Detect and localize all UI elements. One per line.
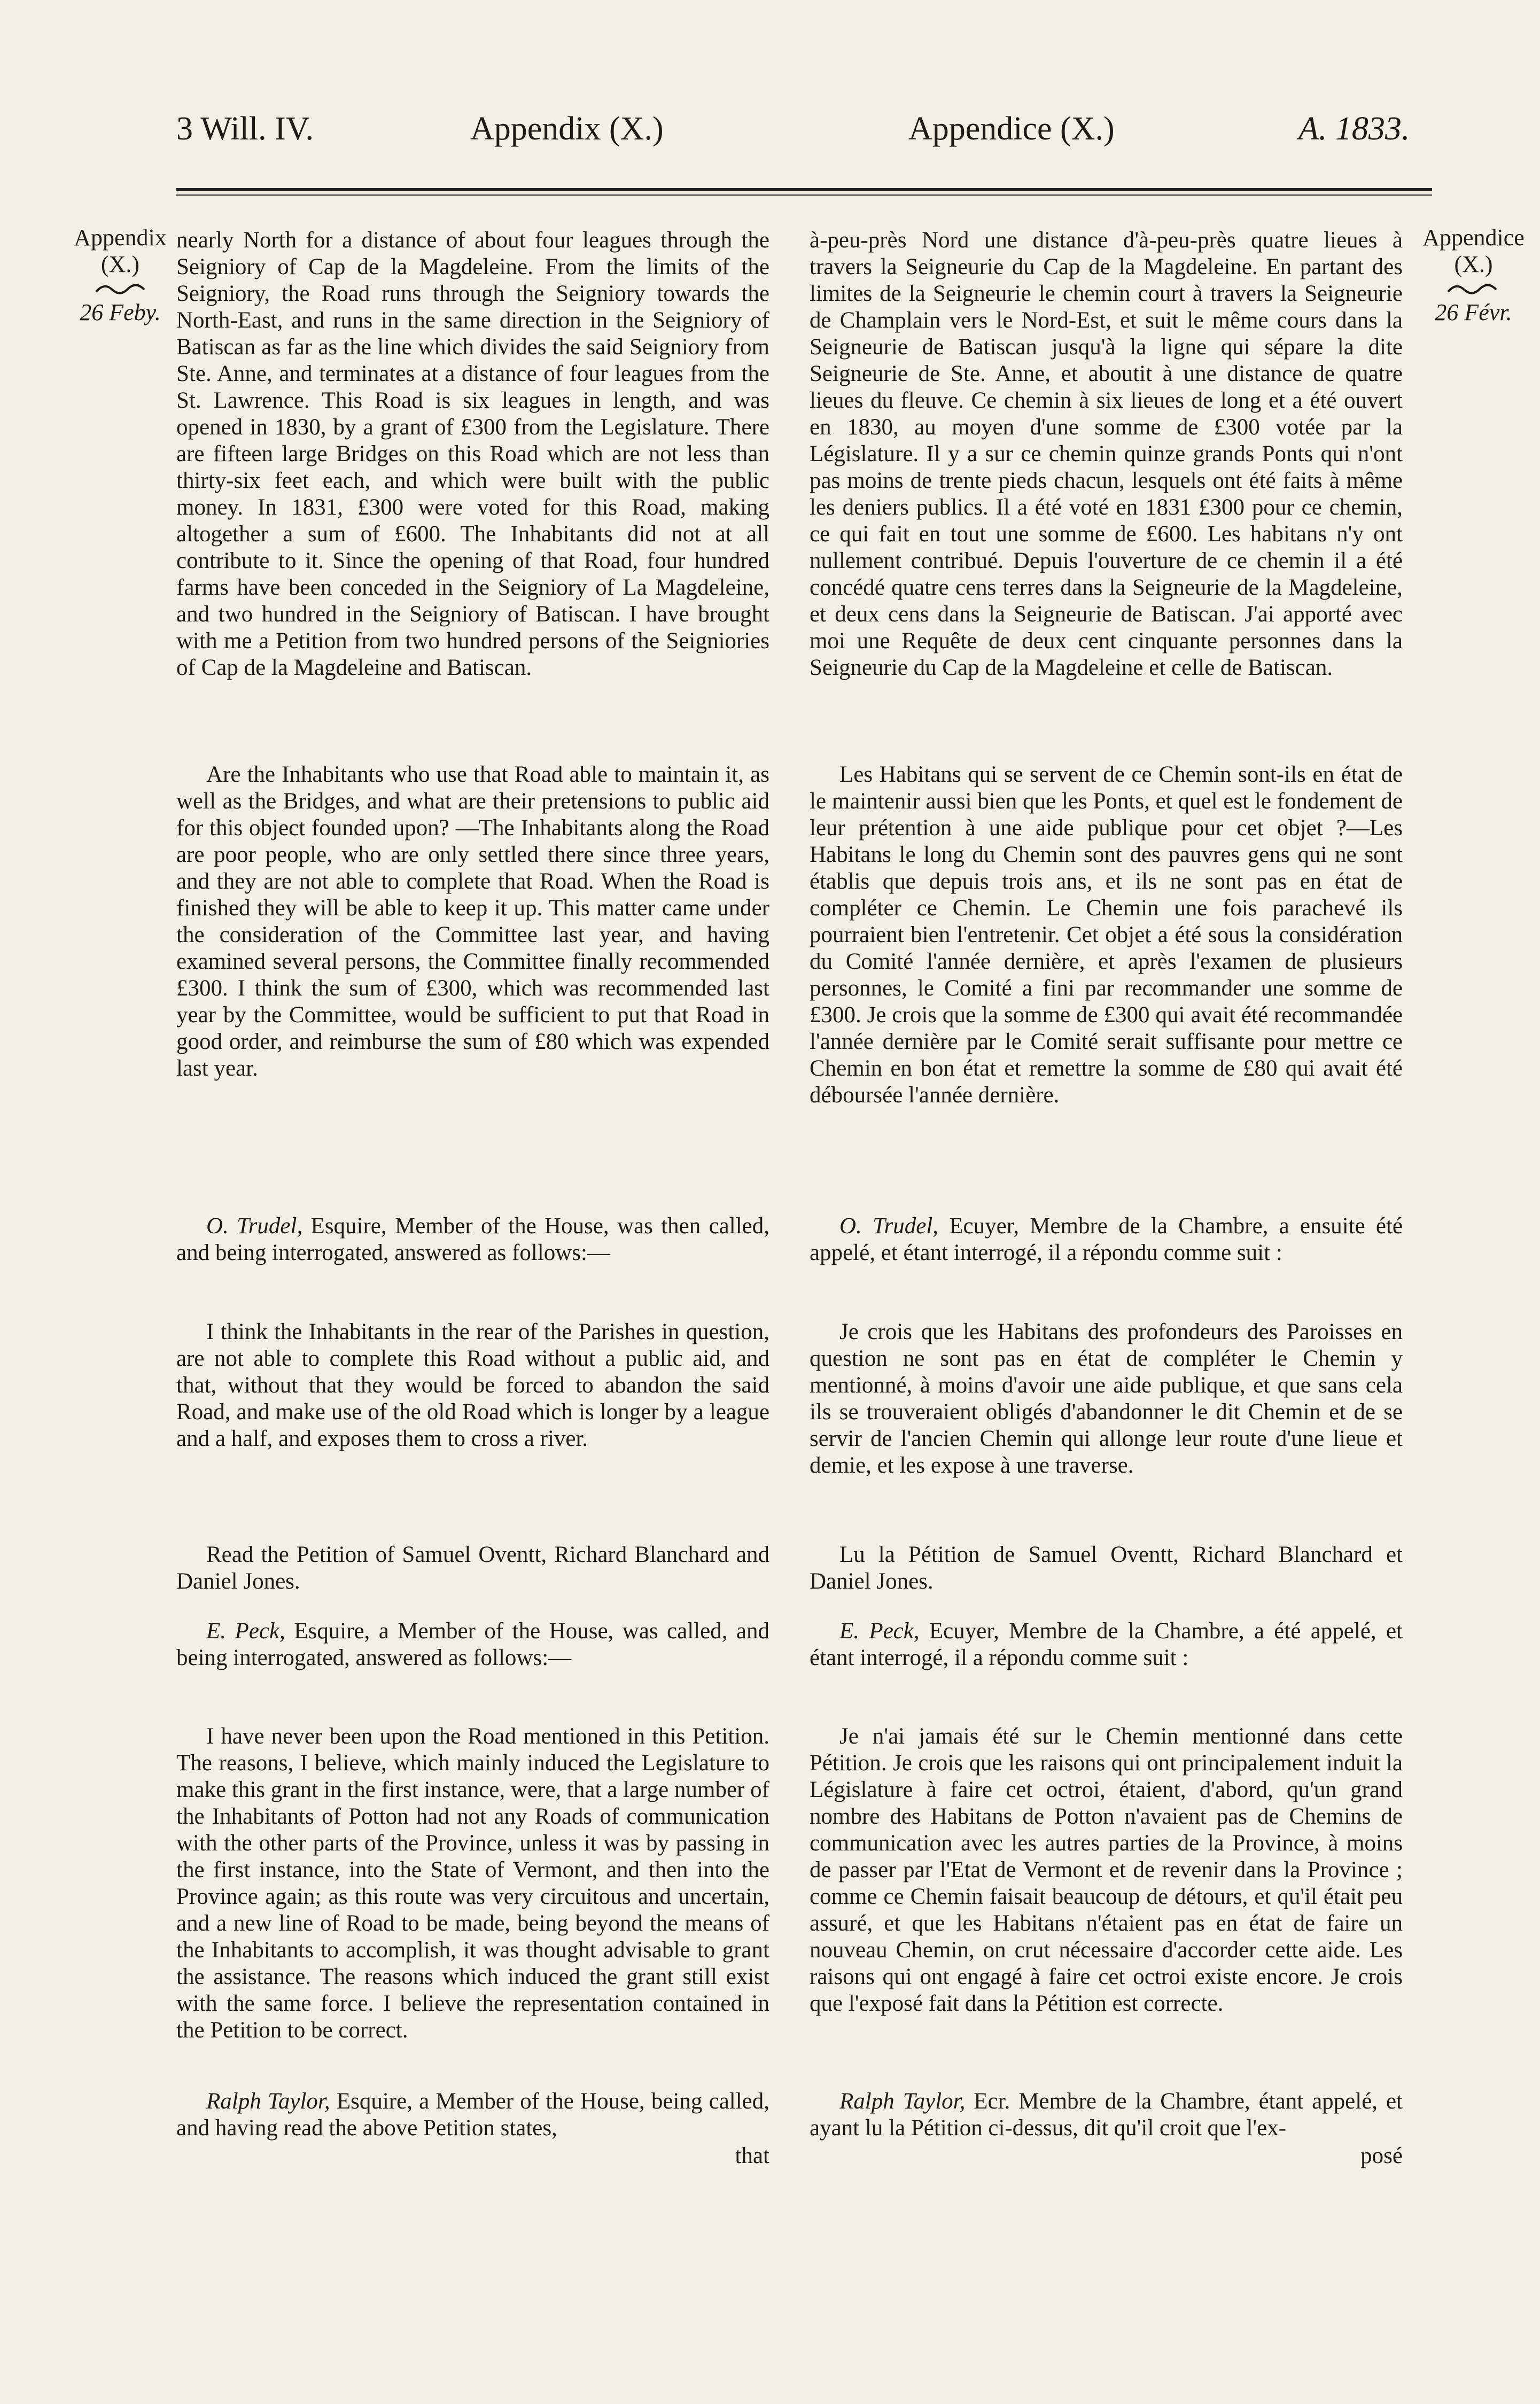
margin-code-right: (X.)	[1454, 251, 1493, 277]
en-taylor-intro-text: Esquire, a Member of the House, being called, and having read the above Petition states,	[176, 2089, 770, 2141]
en-peck-intro-text: Esquire, a Member of the House, was called, and being interrogated, answered as follows:—	[176, 1619, 769, 1670]
header-volume: 3 Will. IV.	[176, 111, 314, 147]
fr-trudel-intro-text: Ecuyer, Membre de la Chambre, a ensuite été appelé, et étant interrogé, il a répondu comme suit :	[810, 1213, 1403, 1265]
en-peck-answer: I have never been upon the Road mentioned in this Petition. The reasons, I believe, which mainly induced the Legislature to make this grant in the first instance, were, that a large number of the Inhabitants of Potton had not any Roads of communication with the other parts of the Province, unless it was by passing in the first instance, into the State of Vermont, and then into the Province again; as this route was very circuitous and uncertain, and a new line of Road to be made, being beyond the means of the Inhabitants to accomplish, it was thought advisable to grant the assistance. The reasons which induced the grant still exist with the same force. I believe the representation contained in the Petition to be correct.	[176, 1724, 769, 2043]
fr-petition-read: Lu la Pétition de Samuel Oventt, Richard Blanchard et Daniel Jones.	[810, 1542, 1403, 1594]
margin-note-left	[59, 224, 182, 326]
fr-peck-name: E. Peck,	[839, 1619, 920, 1644]
en-catchword: that	[735, 2143, 769, 2168]
en-taylor-name: Ralph Taylor,	[206, 2089, 330, 2114]
header-appendix-fr: Appendice (X.)	[908, 111, 1115, 147]
margin-label-right: Appendice	[1422, 224, 1525, 251]
margin-label-left: Appendix	[74, 224, 167, 251]
en-trudel-name: O. Trudel,	[206, 1213, 303, 1239]
fr-trudel-name: O. Trudel,	[839, 1213, 939, 1239]
fr-catchword: posé	[1360, 2143, 1403, 2168]
margin-date-right: 26 Févr.	[1435, 299, 1512, 325]
fr-peck-answer: Je n'ai jamais été sur le Chemin mentionné dans cette Pétition. Je crois que les raisons qui ont principalement induit la Législature à faire cet octroi, étaient, d'abord, qu'un grand nombre des Habitans de Potton n'avaient pas de Chemins de communication avec les autres parties de la Province, à moins de passer par l'Etat de Vermont et de revenir dans la Province ; comme ce Chemin faisait beaucoup de détours, et qu'il était peu assuré, et que les Habitans n'étaient pas en état de faire un nouveau Chemin, on crut nécessaire d'accorder cette aide. Les raisons qui ont engagé à faire cet octroi existe encore. Je crois que l'exposé fait dans la Pétition est correcte.	[810, 1724, 1403, 2016]
fr-trudel-answer: Je crois que les Habitans des profondeurs des Paroisses en question ne sont pas en état de compléter le Chemin y mentionné, à moins d'avoir une aide publique, et que sans cela ils se trouveraient obligés d'abandonner le dit Chemin et de se servir de l'ancien Chemin qui allonge leur route d'une lieue et demie, et les expose à une traverse.	[810, 1319, 1403, 1478]
en-paragraph-inhabitants-question: Are the Inhabitants who use that Road able to maintain it, as well as the Bridges, and what are their pretensions to public aid for this object founded upon? —The Inhabitants along the Road are poor people, who are only settled there since three years, and they are not able to complete that Road. When the Road is finished they will be able to keep it up. This matter came under the consideration of the Committee last year, and having examined several persons, the Committee finally recommended £300. I think the sum of £300, which was recommended last year by the Committee, would be sufficient to put that Road in good order, and reimburse the sum of £80 which was expended last year.	[176, 762, 769, 1081]
en-petition-read: Read the Petition of Samuel Oventt, Richard Blanchard and Daniel Jones.	[176, 1542, 769, 1594]
fr-trudel-intro	[810, 1213, 1403, 1266]
margin-date-left: 26 Feby.	[80, 299, 161, 325]
fr-taylor-intro-text: Ecr. Membre de la Chambre, étant appelé, et ayant lu la Pétition ci-dessus, dit qu'il croit que l'ex-	[810, 2089, 1403, 2141]
en-peck-name: E. Peck,	[206, 1619, 285, 1644]
header-rule-thick	[176, 188, 1432, 191]
en-trudel-answer: I think the Inhabitants in the rear of the Parishes in question, are not able to complete this Road without a public aid, and that, without that they would be forced to abandon the said Road, and make use of the old Road which is longer by a league and a half, and exposes them to cross a river.	[176, 1319, 769, 1451]
header-rule-thin	[176, 195, 1432, 196]
margin-code-left: (X.)	[100, 251, 140, 277]
tilde-ornament-icon	[59, 278, 182, 299]
fr-peck-intro	[810, 1618, 1403, 1671]
tilde-ornament-icon	[1411, 278, 1536, 299]
en-paragraph-road-description: nearly North for a distance of about four leagues through the Seigniory of Cap de la Magdeleine. From the limits of the Seigniory, the Road runs through the Seigniory towards the North-East, and runs in the same direction in the Seigniory of Batiscan as far as the line which divides the said Seigniory from Ste. Anne, and terminates at a distance of four leagues from the St. Lawrence. This Road is six leagues in length, and was opened in 1830, by a grant of £300 from the Legislature. There are fifteen large Bridges on this Road which are not less than thirty-six feet each, and which were built with the public money. In 1831, £300 were voted for this Road, making altogether a sum of £600. The Inhabitants did not at all contribute to it. Since the opening of that Road, four hundred farms have been conceded in the Seigniory of La Magdeleine, and two hundred in the Seigniory of Batiscan. I have brought with me a Petition from two hundred persons of the Seigniories of Cap de la Magdeleine and Batiscan.	[176, 228, 769, 680]
en-peck-intro	[176, 1618, 769, 1671]
en-trudel-intro-text: Esquire, Member of the House, was then called, and being interrogated, answered as follows:—	[176, 1213, 769, 1265]
fr-peck-intro-text: Ecuyer, Membre de la Chambre, a été appelé, et étant interrogé, il a répondu comme suit :	[810, 1619, 1403, 1670]
header-year: A. 1833.	[1298, 111, 1410, 147]
en-taylor-intro	[176, 2088, 769, 2142]
fr-taylor-intro	[810, 2088, 1403, 2142]
fr-paragraph-inhabitants-question: Les Habitans qui se servent de ce Chemin sont-ils en état de le maintenir aussi bien que les Ponts, et quel est le fondement de leur prétention à une aide publique pour cet objet ?—Les Habitans le long du Chemin sont des pauvres gens qui ne sont établis que depuis trois ans, et ils ne sont pas en état de compléter ce Chemin. Le Chemin une fois parachevé ils pourraient bien l'entretenir. Cet objet a été sous la considération du Comité l'année dernière, et après l'examen de plusieurs personnes, le Comité a fini par recommander une somme de £300. Je crois que la somme de £300 qui avait été recommandée l'année dernière par le Comité serait suffisante pour mettre ce Chemin en bon état et remettre la somme de £80 qui avait été déboursée l'année dernière.	[810, 762, 1403, 1108]
fr-paragraph-road-description: à-peu-près Nord une distance d'à-peu-près quatre lieues à travers la Seigneurie du Cap de la Magdeleine. En partant des limites de la Seigneurie le chemin court à travers la Seigneurie de Champlain vers le Nord-Est, et suit le même cours dans la Seigneurie de Batiscan jusqu'à la ligne qui sépare la dite Seigneurie de Ste. Anne, et aboutit à une distance de quatre lieues du fleuve. Ce chemin à six lieues de long et a été ouvert en 1830, au moyen d'une somme de £300 votée par la Législature. Il y a sur ce chemin quinze grands Ponts qui n'ont pas moins de trente pieds chacun, lesquels ont été faits à même les deniers publics. Il a été voté en 1831 £300 pour ce chemin, ce qui fait en tout une somme de £600. Les habitans n'y ont nullement contribué. Depuis l'ouverture de ce chemin il a été concédé quatre cens terres dans la Seigneurie de la Magdeleine, et deux cens dans la Seigneurie de Batiscan. J'ai apporté avec moi une Requête de deux cent cinquante personnes dans la Seigneurie du Cap de la Magdeleine et celle de Batiscan.	[810, 228, 1403, 680]
fr-taylor-name: Ralph Taylor,	[839, 2089, 966, 2114]
en-trudel-intro	[176, 1213, 769, 1266]
margin-note-right	[1411, 224, 1536, 326]
header-appendix-en: Appendix (X.)	[470, 111, 664, 147]
